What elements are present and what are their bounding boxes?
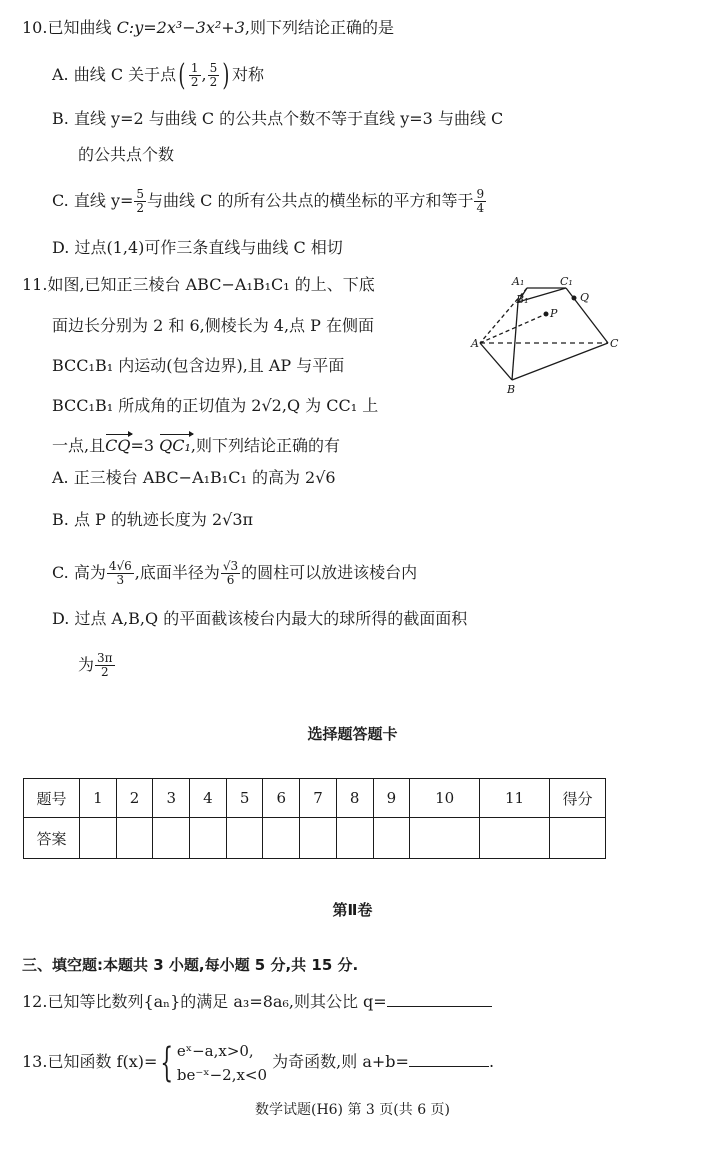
option-letter: A. bbox=[52, 65, 69, 84]
q11-line3: BCC₁B₁ 内运动(包含边界),且 AP 与平面 bbox=[52, 356, 345, 375]
option-letter: A. bbox=[52, 468, 69, 487]
q13: 13.已知函数 f(x)={ eˣ−a,x>0, be⁻ˣ−2,x<0 为奇函数,则 a+b= . bbox=[22, 1039, 495, 1086]
q10-option-d bbox=[52, 236, 343, 260]
option-text-end: 对称 bbox=[231, 65, 264, 84]
q13-number: 13. bbox=[22, 1052, 48, 1071]
answer-card-answer-row bbox=[24, 818, 606, 859]
question-number-cell: 11 bbox=[480, 779, 550, 818]
q11-text: 如图,已知正三棱台 ABC−A₁B₁C₁ 的上、下底 bbox=[47, 275, 375, 294]
option-text: 直线 y=2 与曲线 C 的公共点个数不等于直线 y=3 与曲线 C bbox=[73, 109, 504, 128]
option-text: 直线 y= bbox=[73, 191, 134, 210]
point-p bbox=[544, 312, 549, 317]
q11-line5 bbox=[52, 434, 340, 458]
label-c1: C₁ bbox=[560, 275, 573, 288]
case-2: be⁻ˣ−2,x<0 bbox=[176, 1065, 268, 1084]
question-number-cell: 3 bbox=[153, 779, 190, 818]
answer-cell[interactable] bbox=[80, 818, 117, 859]
question-number-cell: 8 bbox=[336, 779, 373, 818]
option-letter: C. bbox=[52, 563, 69, 582]
option-text: 过点 A,B,Q 的平面截该棱台内最大的球所得的截面面积 bbox=[74, 609, 468, 628]
option-text: 曲线 C 关于点 bbox=[73, 65, 177, 84]
option-text-2: ,底面半径为 bbox=[134, 563, 220, 582]
option-letter: D. bbox=[52, 238, 70, 257]
q11-line5-mid: =3 bbox=[130, 436, 155, 455]
vector-cq: CQ bbox=[105, 434, 130, 458]
option-text: 为 bbox=[78, 655, 95, 674]
option-letter: B. bbox=[52, 109, 69, 128]
answer-cell[interactable] bbox=[410, 818, 480, 859]
edge-bb1 bbox=[512, 302, 518, 380]
edge-ab bbox=[480, 343, 512, 380]
q11-option-d-line2 bbox=[78, 652, 116, 679]
label-p: P bbox=[550, 307, 558, 320]
score-cell[interactable] bbox=[550, 818, 606, 859]
q10-option-b-line2: 的公共点个数 bbox=[78, 145, 175, 164]
option-letter: C. bbox=[52, 191, 69, 210]
section3-heading: 三、填空题:本题共 3 小题,每小题 5 分,共 15 分. bbox=[22, 956, 359, 974]
option-text: 高为 bbox=[73, 563, 106, 582]
q12 bbox=[22, 990, 492, 1014]
q11-line5-pre: 一点,且 bbox=[52, 436, 106, 455]
q11-line1 bbox=[22, 273, 375, 297]
answer-cell[interactable] bbox=[153, 818, 190, 859]
fraction: $\frac{9}{4}$ bbox=[476, 187, 485, 215]
q10-option-b bbox=[52, 107, 503, 131]
option-letter: B. bbox=[52, 510, 69, 529]
fraction: $\frac{4√6}{3}$ bbox=[108, 559, 132, 587]
option-text-2: 与曲线 C 的所有公共点的横坐标的平方和等于 bbox=[147, 191, 474, 210]
edge-bc bbox=[512, 343, 608, 380]
q11-option-c bbox=[52, 560, 417, 587]
answer-cell[interactable] bbox=[300, 818, 337, 859]
label-b1: B₁ bbox=[516, 293, 529, 306]
label-a: A bbox=[471, 337, 479, 350]
q13-text-post: 为奇函数,则 a+b= bbox=[272, 1052, 409, 1071]
piecewise-cases bbox=[177, 1039, 267, 1087]
header-label-cell: 题号 bbox=[24, 779, 80, 818]
option-text: 过点(1,4)可作三条直线与曲线 C 相切 bbox=[74, 238, 343, 257]
q10-option-a: A. 曲线 C 关于点( $\frac{1}{2}$ , $\frac{5}{2}$ ) 对称 bbox=[52, 57, 264, 93]
answer-cell[interactable] bbox=[116, 818, 153, 859]
q10-intro: 已知曲线 bbox=[47, 18, 112, 37]
question-number-cell: 1 bbox=[80, 779, 117, 818]
q12-text: 已知等比数列{aₙ}的满足 a₃=8a₆,则其公比 q= bbox=[47, 992, 387, 1011]
page-footer: 数学试题(H6) 第 3 页(共 6 页) bbox=[254, 1102, 451, 1118]
label-q: Q bbox=[580, 291, 590, 304]
q11-option-b bbox=[52, 508, 253, 532]
q11-line2: 面边长分别为 2 和 6,侧棱长为 4,点 P 在侧面 bbox=[52, 316, 374, 335]
q10-curve-equation: C:y=2x³−3x²+3 bbox=[116, 18, 245, 37]
q11-number: 11. bbox=[22, 275, 48, 294]
question-number-cell: 6 bbox=[263, 779, 300, 818]
frustum-figure bbox=[470, 270, 630, 400]
q13-end: . bbox=[488, 1052, 495, 1071]
point-q bbox=[572, 296, 577, 301]
question-number-cell: 2 bbox=[116, 779, 153, 818]
q11-line4: BCC₁B₁ 所成角的正切值为 2√2,Q 为 CC₁ 上 bbox=[52, 396, 379, 415]
answer-cell[interactable] bbox=[226, 818, 263, 859]
part2-title: 第Ⅱ卷 bbox=[332, 901, 373, 919]
fraction: $\frac{3\pi}{2}$ bbox=[97, 651, 113, 679]
option-letter: D. bbox=[52, 609, 70, 628]
q11-option-a bbox=[52, 466, 336, 490]
option-text: 点 P 的轨迹长度为 2√3π bbox=[73, 510, 254, 529]
label-a1: A₁ bbox=[512, 275, 525, 288]
question-number-cell: 9 bbox=[373, 779, 410, 818]
q10-stem bbox=[22, 16, 394, 40]
q13-text-pre: 已知函数 f(x)= bbox=[47, 1052, 158, 1071]
answer-card-header-row bbox=[24, 779, 606, 818]
answer-label-cell: 答案 bbox=[24, 818, 80, 859]
fraction: $\frac{√3}{6}$ bbox=[222, 559, 239, 587]
vector-qc1: QC₁ bbox=[159, 434, 191, 458]
q10-number: 10. bbox=[22, 18, 48, 37]
question-number-cell: 4 bbox=[190, 779, 227, 818]
answer-cell[interactable] bbox=[263, 818, 300, 859]
q11-option-d bbox=[52, 607, 467, 631]
q12-number: 12. bbox=[22, 992, 48, 1011]
fraction: $\frac{1}{2}$ bbox=[190, 61, 199, 89]
option-text: 正三棱台 ABC−A₁B₁C₁ 的高为 2√6 bbox=[73, 468, 336, 487]
answer-cell[interactable] bbox=[336, 818, 373, 859]
label-c: C bbox=[610, 337, 619, 350]
label-b: B bbox=[507, 383, 516, 396]
q11-line5-end: ,则下列结论正确的有 bbox=[190, 436, 341, 455]
case-1: eˣ−a,x>0, bbox=[176, 1041, 254, 1060]
answer-card-title: 选择题答题卡 bbox=[307, 725, 398, 743]
answer-cell[interactable] bbox=[190, 818, 227, 859]
question-number-cell: 10 bbox=[410, 779, 480, 818]
answer-card-table bbox=[23, 778, 606, 859]
score-label-cell: 得分 bbox=[550, 779, 606, 818]
q10-option-c bbox=[52, 188, 487, 215]
segment-ap bbox=[480, 314, 546, 343]
answer-cell[interactable] bbox=[373, 818, 410, 859]
answer-cell[interactable] bbox=[480, 818, 550, 859]
q13-answer-blank[interactable] bbox=[409, 1052, 489, 1067]
question-number-cell: 5 bbox=[226, 779, 263, 818]
fraction: $\frac{5}{2}$ bbox=[136, 187, 145, 215]
option-text-3: 的圆柱可以放进该棱台内 bbox=[241, 563, 418, 582]
q12-answer-blank[interactable] bbox=[387, 992, 492, 1007]
q10-stem-end: ,则下列结论正确的是 bbox=[244, 18, 394, 37]
question-number-cell: 7 bbox=[300, 779, 337, 818]
fraction: $\frac{5}{2}$ bbox=[209, 61, 218, 89]
